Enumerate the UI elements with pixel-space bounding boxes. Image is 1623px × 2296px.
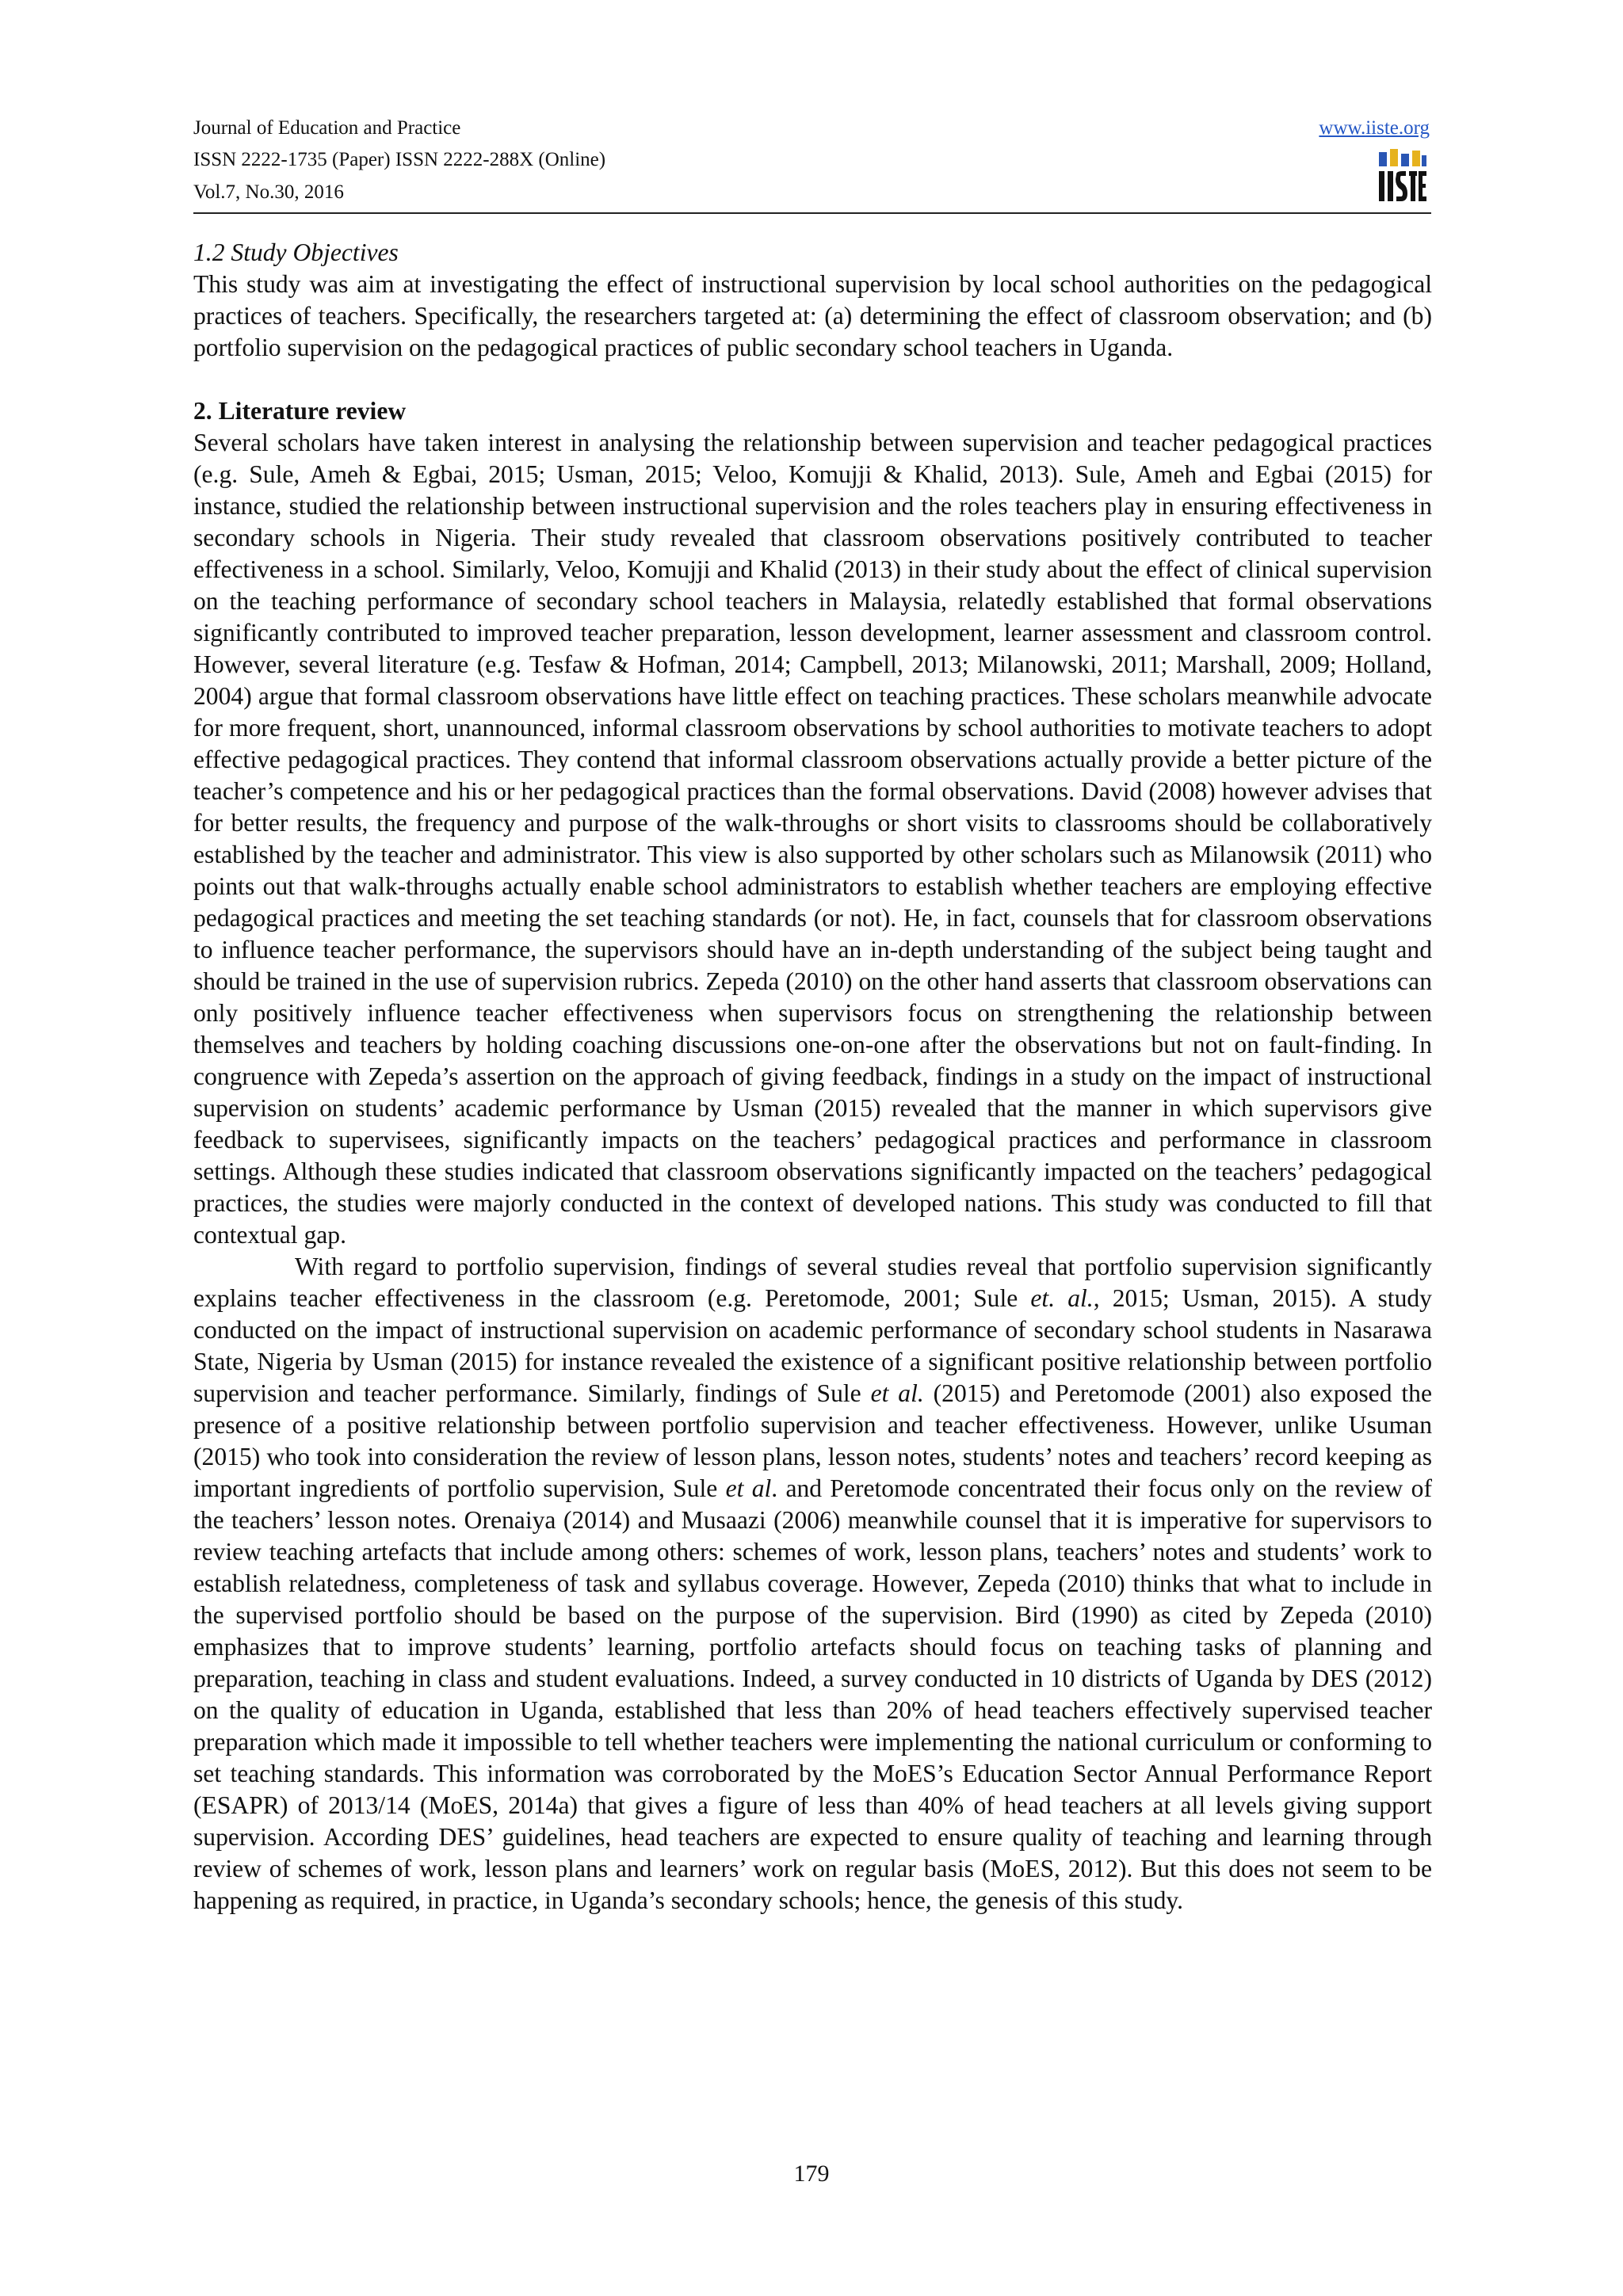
section-heading-study-objectives: 1.2 Study Objectives (193, 238, 399, 266)
iiste-logo-icon (1377, 147, 1428, 204)
section-heading-literature-review: 2. Literature review (193, 397, 407, 425)
article-body (193, 237, 1432, 1917)
study-objectives-paragraph: This study was aim at investigating the effect of instructional supervision by local school authorities on the pedagogical practices of teachers. Specifically, the researchers targeted at: (a) determining the effect of classroom observation; and (b) portfolio supervision on the pedagogical practices of public secondary school teachers in Uganda. (193, 270, 1432, 361)
italic-citation: et al (725, 1474, 772, 1502)
text-run: With regard to portfolio supervision, findings of several studies reveal that portfolio supervision significantly explains teacher effectiveness in the classroom (e.g. Peretomode, 2001; Sule (193, 1253, 1432, 1312)
text-run: . and Peretomode concentrated their focus only on the review of the teachers’ lesson notes. Orenaiya (2014) and Musaazi (2006) meanwhile counsel that it is imperative for supervisors to review teaching artefacts that include among others: schemes of work, lesson plans, teachers’ notes and students’ work to establish relatedness, completeness of task and syllabus coverage. However, Zepeda (2010) thinks that what to include in the supervised portfolio should be based on the purpose of the supervision. Bird (1990) as cited by Zepeda (2010) emphasizes that to improve students’ learning, portfolio artefacts should focus on teaching tasks of planning and preparation, teaching in class and student evaluations. Indeed, a survey conducted in 10 districts of Uganda by DES (2012) on the quality of education in Uganda, established that less than 20% of head teachers effectively supervised teacher preparation which made it impossible to tell whether teachers were implementing the national curriculum or conforming to set teaching standards. This information was corroborated by the MoES’s Education Sector Annual Performance Report (ESAPR) of 2013/14 (MoES, 2014a) that gives a figure of less than 40% of head teachers at all levels giving support supervision. According DES’ guidelines, head teachers are expected to ensure quality of teaching and learning through review of schemes of work, lesson plans and learners’ work on regular basis (MoES, 2012). But this does not seem to be happening as required, in practice, in Uganda’s secondary schools; hence, the genesis of this study. (193, 1474, 1432, 1914)
volume-line: Vol.7, No.30, 2016 (193, 181, 344, 203)
literature-review-paragraph-1: Several scholars have taken interest in analysing the relationship between supervision and teacher pedagogical practices (e.g. Sule, Ameh & Egbai, 2015; Usman, 2015; Veloo, Komujji & Khalid, 2013). Sule, Ameh and Egbai (2015) for instance, studied the relationship between instructional supervision and the roles teachers play in ensuring effectiveness in secondary schools in Nigeria. Their study revealed that classroom observations positively contributed to teacher effectiveness in a school. Similarly, Veloo, Komujji and Khalid (2013) in their study about the effect of clinical supervision on the teaching performance of secondary school teachers in Malaysia, relatedly established that formal observations significantly contributed to improved teacher preparation, lesson development, learner assessment and classroom control. However, several literature (e.g. Tesfaw & Hofman, 2014; Campbell, 2013; Milanowski, 2011; Marshall, 2009; Holland, 2004) argue that formal classroom observations have little effect on teaching practices. These scholars meanwhile advocate for more frequent, short, unannounced, informal classroom observations by school authorities to motivate teachers to adopt effective pedagogical practices. They contend that informal classroom observations actually provide a better picture of the teacher’s competence and his or her pedagogical practices than the formal observations. David (2008) however advises that for better results, the frequency and purpose of the walk-throughs or short visits to classrooms should be collaboratively established by the teacher and administrator. This view is also supported by other scholars such as Milanowsik (2011) who points out that walk-throughs actually enable school administrators to establish whether teachers are employing effective pedagogical practices and meeting the set teaching standards (or not). He, in fact, counsels that for classroom observations to influence teacher performance, the supervisors should have an in-depth understanding of the subject being taught and should be trained in the use of supervision rubrics. Zepeda (2010) on the other hand asserts that classroom observations can only positively influence teacher effectiveness when supervisors focus on strengthening the relationship between themselves and teachers by holding coaching discussions one-on-one after the observations but not on fault-finding. In congruence with Zepeda’s assertion on the approach of giving feedback, findings in a study on the impact of instructional supervision on students’ academic performance by Usman (2015) revealed that the manner in which supervisors give feedback to supervisees, significantly impacts on the teachers’ pedagogical practices and performance in classroom settings. Although these studies indicated that classroom observations significantly impacted on the teachers’ pedagogical practices, the studies were majorly conducted in the context of developed nations. This study was conducted to fill that contextual gap. (193, 429, 1432, 1249)
journal-website-link[interactable]: www.iiste.org (1319, 117, 1430, 139)
issn-line: ISSN 2222-1735 (Paper) ISSN 2222-288X (Online) (193, 149, 606, 170)
italic-citation: et. al. (1030, 1284, 1094, 1312)
literature-review-paragraph-2 (193, 1251, 1432, 1917)
journal-name: Journal of Education and Practice (193, 117, 461, 139)
text-run: (2015) and Peretomode (2001) also exposed the presence of a positive relationship between portfolio supervision and teacher effectiveness. However, unlike Usuman (2015) who took into consideration the review of lesson plans, lesson notes, students’ notes and teachers’ record keeping as important ingredients of portfolio supervision, Sule (193, 1379, 1432, 1502)
page-number: 179 (793, 2161, 830, 2187)
text-run: , 2015; Usman, 2015). A study conducted on the impact of instructional supervision on academic performance of secondary school students in Nasarawa State, Nigeria by Usman (2015) for instance revealed the existence of a significant positive relationship between portfolio supervision and teacher performance. Similarly, findings of Sule (193, 1284, 1432, 1407)
page-header (193, 113, 1431, 214)
italic-citation: et al. (870, 1379, 924, 1407)
